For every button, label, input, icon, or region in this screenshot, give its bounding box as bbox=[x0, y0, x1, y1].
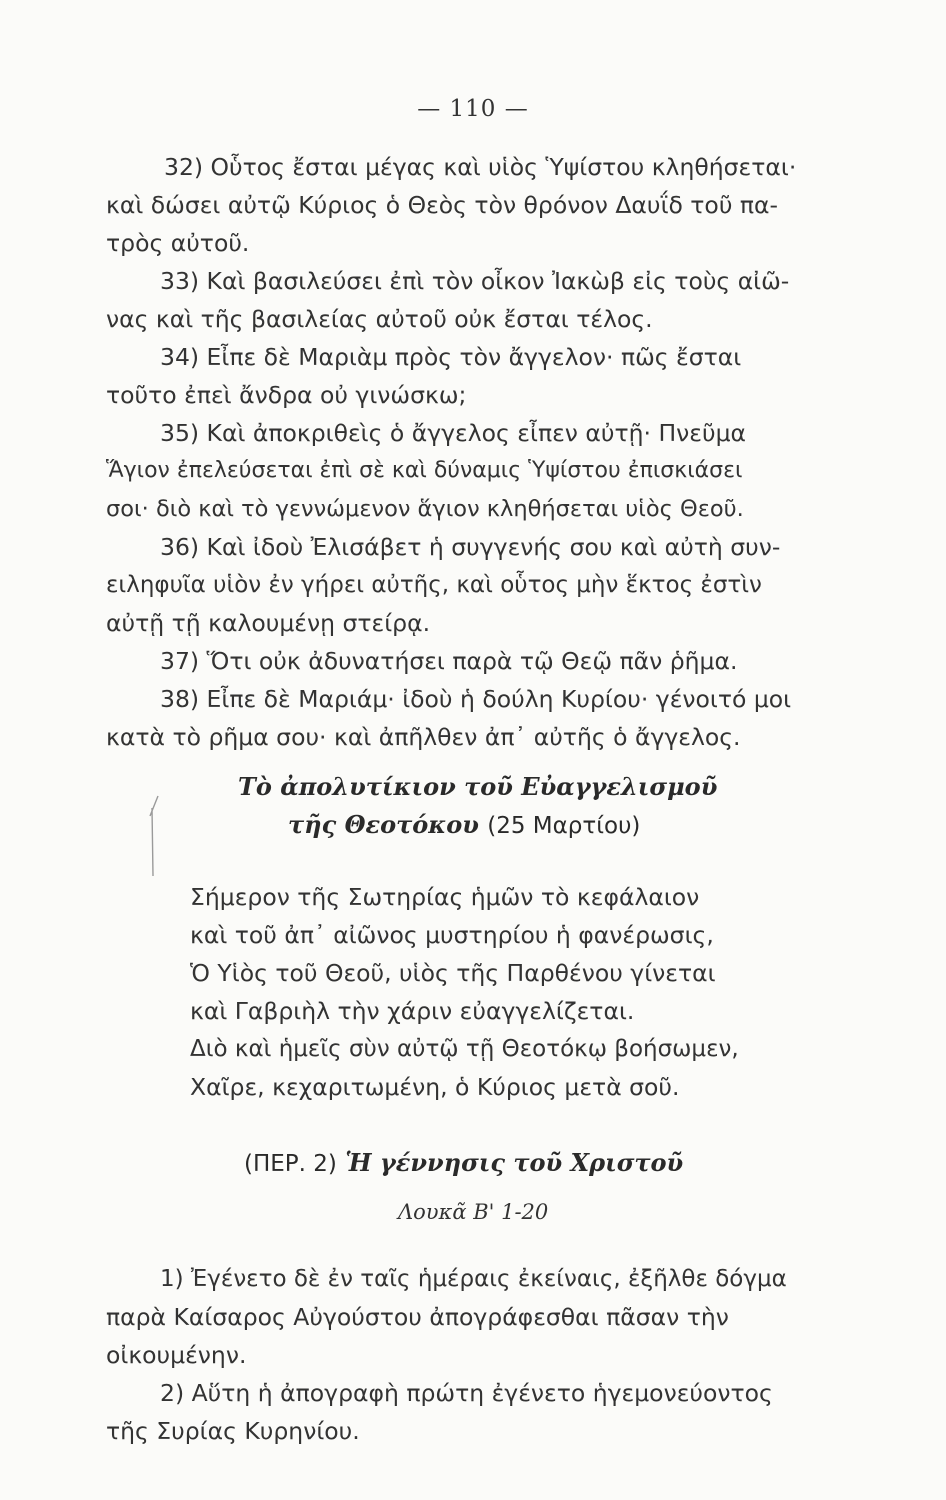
section-2-heading bbox=[244, 1148, 683, 1179]
verse-line: τρὸς αὐτοῦ. bbox=[106, 229, 250, 257]
apolytikion-title bbox=[238, 772, 717, 802]
verse-line: οἰκουμένην. bbox=[106, 1341, 247, 1369]
verse-line: 33) Καὶ βασιλεύσει ἐπὶ τὸν οἶκον Ἰακὼβ εἰς τοὺς αἰῶ- bbox=[160, 267, 790, 295]
verse-line: σοι· διὸ καὶ τὸ γεννώμενον ἅγιον κληθήσεται υἱὸς Θεοῦ. bbox=[106, 496, 744, 522]
verse-line: κατὰ τὸ ρῆμα σου· καὶ ἀπῆλθεν ἀπ᾽ αὐτῆς ὁ ἄγγελος. bbox=[106, 723, 741, 751]
page-number: — 110 — bbox=[417, 96, 529, 122]
apolytikion-title-line2: τῆς Θεοτόκου bbox=[288, 810, 479, 839]
hymn-line: Διὸ καὶ ἡμεῖς σὺν αὐτῷ τῇ Θεοτόκῳ βοήσωμεν, bbox=[190, 1036, 739, 1062]
verse-line: 34) Εἶπε δὲ Μαριὰμ πρὸς τὸν ἄγγελον· πῶς ἔσται bbox=[160, 343, 742, 371]
section-2-title: Ἡ γέννησις τοῦ Χριστοῦ bbox=[345, 1148, 684, 1177]
apolytikion-date: (25 Μαρτίου) bbox=[487, 813, 641, 839]
gospel-reference: Λουκᾶ Β' 1-20 bbox=[398, 1200, 549, 1224]
hymn-line: Σήμερον τῆς Σωτηρίας ἡμῶν τὸ κεφάλαιον bbox=[190, 883, 700, 911]
verse-line: 38) Εἶπε δὲ Μαριάμ· ἰδοὺ ἡ δούλη Κυρίου· γένοιτό μοι bbox=[160, 685, 792, 713]
verse-line: νας καὶ τῆς βασιλείας αὐτοῦ οὐκ ἔσται τέλος. bbox=[106, 305, 653, 333]
verse-line: 35) Καὶ ἀποκριθεὶς ὁ ἄγγελος εἶπεν αὐτῇ· Πνεῦμα bbox=[160, 419, 747, 447]
verse-line: 32) Οὗτος ἔσται μέγας καὶ υἱὸς Ὑψίστου κληθήσεται· bbox=[164, 153, 797, 181]
verse-line: 36) Καὶ ἰδοὺ Ἐλισάβετ ἡ συγγενής σου καὶ αὐτὴ συν- bbox=[160, 533, 781, 561]
verse-line: τῆς Συρίας Κυρηνίου. bbox=[106, 1417, 360, 1445]
verse-line: καὶ δώσει αὐτῷ Κύριος ὁ Θεὸς τὸν θρόνον Δαυΐδ τοῦ πα- bbox=[106, 191, 778, 219]
verse-line: 37) Ὅτι οὐκ ἀδυνατήσει παρὰ τῷ Θεῷ πᾶν ῥῆμα. bbox=[160, 647, 738, 675]
verse-line: ειληφυῖα υἱὸν ἐν γήρει αὐτῆς, καὶ οὗτος μὴν ἕκτος ἐστὶν bbox=[106, 572, 762, 598]
verse-line: τοῦτο ἐπεὶ ἄνδρα οὐ γινώσκω; bbox=[106, 381, 467, 409]
hymn-line: καὶ Γαβριὴλ τὴν χάριν εὐαγγελίζεται. bbox=[190, 997, 635, 1025]
apolytikion-title-line1: Τὸ ἀπολυτίκιον τοῦ Εὐαγγελισμοῦ bbox=[238, 772, 718, 801]
hymn-line: καὶ τοῦ ἀπ᾽ αἰῶνος μυστηρίου ἡ φανέρωσις, bbox=[190, 921, 714, 949]
verse-line: Ἅγιον ἐπελεύσεται ἐπὶ σὲ καὶ δύναμις Ὑψίστου ἐπισκιάσει bbox=[106, 458, 743, 483]
verse-line: παρὰ Καίσαρος Αὐγούστου ἀπογράφεσθαι πᾶσαν τὴν bbox=[106, 1303, 729, 1331]
verse-line: 2) Αὕτη ἡ ἀπογραφὴ πρώτη ἐγένετο ἡγεμονεύοντος bbox=[160, 1379, 773, 1407]
pencil-margin-mark bbox=[136, 790, 176, 880]
hymn-line: Ὁ Υἱὸς τοῦ Θεοῦ, υἱὸς τῆς Παρθένου γίνεται bbox=[190, 959, 716, 987]
verse-line: αὐτῇ τῇ καλουμένῃ στείρᾳ. bbox=[106, 609, 431, 637]
hymn-line: Χαῖρε, κεχαριτωμένη, ὁ Κύριος μετὰ σοῦ. bbox=[190, 1073, 680, 1101]
section-2-label: (ΠΕΡ. 2) bbox=[244, 1151, 337, 1177]
apolytikion-subtitle bbox=[288, 810, 640, 841]
verse-line: 1) Ἐγένετο δὲ ἐν ταῖς ἡμέραις ἐκείναις, ἐξῆλθε δόγμα bbox=[160, 1266, 787, 1292]
